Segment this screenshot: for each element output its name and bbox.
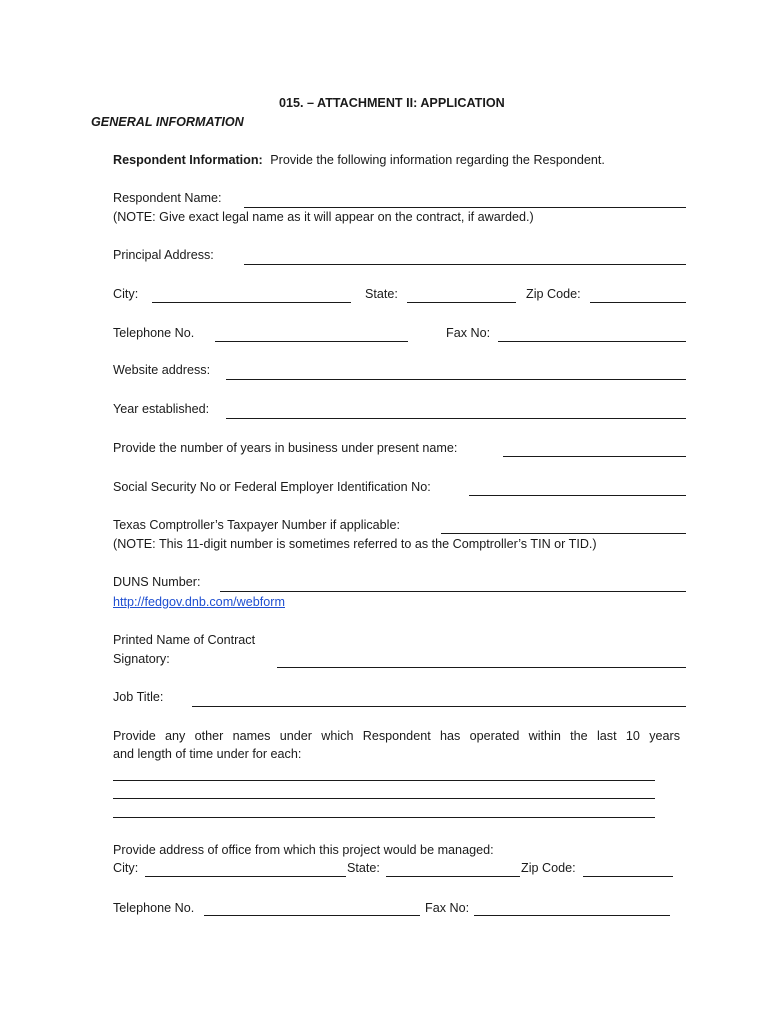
job-title-label: Job Title:: [113, 690, 164, 704]
ssn-fein-label: Social Security No or Federal Employer Identification No:: [113, 480, 431, 494]
signatory-label-line1: Printed Name of Contract: [113, 633, 256, 647]
other-names-question-line1: Provide any other names under which Respondent has operated within the last 10 years: [113, 729, 680, 743]
respondent-name-field[interactable]: [244, 207, 686, 208]
website-field[interactable]: [226, 379, 686, 380]
years-in-business-field[interactable]: [503, 456, 686, 457]
job-title-field[interactable]: [192, 706, 686, 707]
office-zip-label: Zip Code:: [521, 861, 576, 875]
tx-taxpayer-field[interactable]: [441, 533, 686, 534]
telephone-label: Telephone No.: [113, 326, 195, 340]
office-state-field[interactable]: [386, 876, 520, 877]
office-zip-field[interactable]: [583, 876, 673, 877]
other-names-field-2[interactable]: [113, 798, 655, 799]
telephone-field[interactable]: [215, 341, 408, 342]
fax-field[interactable]: [498, 341, 686, 342]
office-state-label: State:: [347, 861, 380, 875]
tx-taxpayer-label: Texas Comptroller’s Taxpayer Number if applicable:: [113, 518, 400, 532]
office-fax-label: Fax No:: [425, 901, 470, 915]
section-heading: GENERAL INFORMATION: [91, 115, 244, 129]
office-fax-field[interactable]: [474, 915, 670, 916]
other-names-question-line2: and length of time under for each:: [113, 747, 302, 761]
city-label: City:: [113, 287, 139, 301]
signatory-label-line2: Signatory:: [113, 652, 170, 666]
year-established-field[interactable]: [226, 418, 686, 419]
city-field[interactable]: [152, 302, 351, 303]
office-address-intro: Provide address of office from which this project would be managed:: [113, 843, 494, 857]
principal-address-field[interactable]: [244, 264, 686, 265]
respondent-name-label: Respondent Name:: [113, 191, 222, 205]
tx-taxpayer-note: (NOTE: This 11-digit number is sometimes referred to as the Comptroller’s TIN or TID.): [113, 537, 597, 551]
principal-address-label: Principal Address:: [113, 248, 214, 262]
signatory-field[interactable]: [277, 667, 686, 668]
fax-label: Fax No:: [446, 326, 491, 340]
duns-link[interactable]: http://fedgov.dnb.com/webform: [113, 595, 285, 609]
years-in-business-label: Provide the number of years in business under present name:: [113, 441, 458, 455]
year-established-label: Year established:: [113, 402, 210, 416]
office-city-field[interactable]: [145, 876, 346, 877]
state-field[interactable]: [407, 302, 516, 303]
respondent-info-intro: [113, 152, 605, 168]
state-label: State:: [365, 287, 398, 301]
zip-code-label: Zip Code:: [526, 287, 581, 301]
zip-code-field[interactable]: [590, 302, 686, 303]
respondent-name-note: (NOTE: Give exact legal name as it will appear on the contract, if awarded.): [113, 210, 534, 224]
duns-field[interactable]: [220, 591, 686, 592]
website-label: Website address:: [113, 363, 211, 377]
respondent-info-heading: Respondent Information:: [113, 153, 263, 167]
other-names-field-3[interactable]: [113, 817, 655, 818]
page-title: 015. – ATTACHMENT II: APPLICATION: [279, 96, 505, 110]
office-city-label: City:: [113, 861, 139, 875]
duns-label: DUNS Number:: [113, 575, 201, 589]
office-telephone-field[interactable]: [204, 915, 420, 916]
office-telephone-label: Telephone No.: [113, 901, 195, 915]
other-names-field-1[interactable]: [113, 780, 655, 781]
respondent-info-text: Provide the following information regarding the Respondent.: [270, 153, 605, 167]
ssn-fein-field[interactable]: [469, 495, 686, 496]
